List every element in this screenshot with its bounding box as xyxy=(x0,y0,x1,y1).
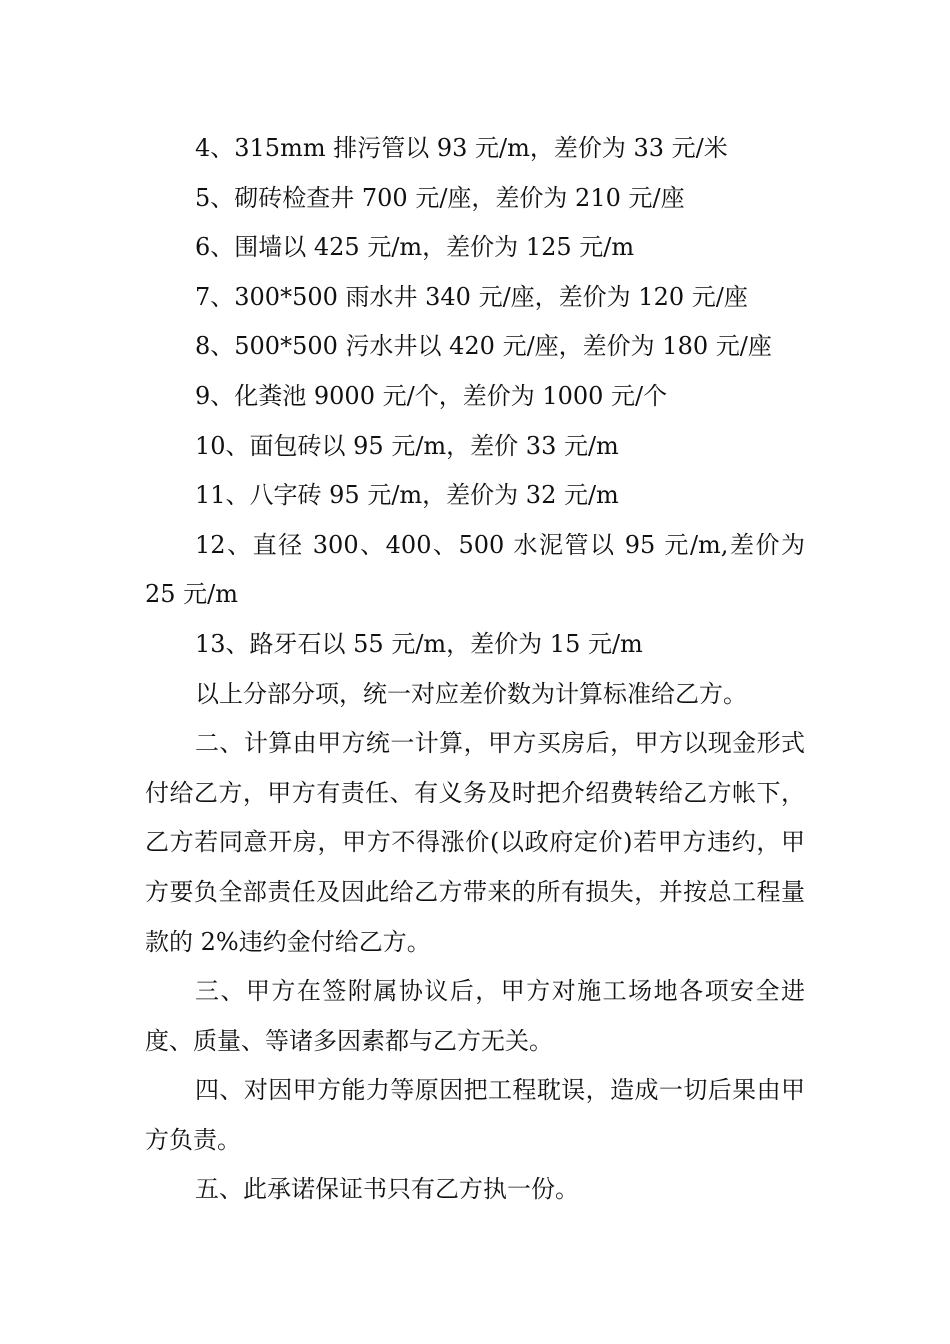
clause-five: 五、此承诺保证书只有乙方执一份。 xyxy=(195,1175,579,1204)
price-item-10: 10、面包砖以 95 元/m，差价 33 元/m xyxy=(195,431,619,460)
price-item-9: 9、化粪池 9000 元/个，差价为 1000 元/个 xyxy=(195,381,668,410)
document-body xyxy=(145,124,805,1215)
price-item-4: 4、315mm 排污管以 93 元/m，差价为 33 元/米 xyxy=(195,134,728,162)
price-item-7: 7、300*500 雨水井 340 元/座，差价为 120 元/座 xyxy=(195,282,748,311)
summary-line: 以上分部分项，统一对应差价数为计算标准给乙方。 xyxy=(195,679,747,708)
price-item-5: 5、砌砖检查井 700 元/座，差价为 210 元/座 xyxy=(195,183,685,212)
clause-two: 二、计算由甲方统一计算，甲方买房后，甲方以现金形式付给乙方，甲方有责任、有义务及时把介绍费转给乙方帐下，乙方若同意开房，甲方不得涨价(以政府定价)若甲方违约，甲方要负全部责任及因此给乙方带来的所有损失，并按总工程量款的 2%违约金付给乙方。 xyxy=(145,729,805,956)
clause-three: 三、甲方在签附属协议后，甲方对施工场地各项安全进度、质量、等诸多因素都与乙方无关。 xyxy=(145,977,805,1055)
price-item-12: 12、直径 300、400、500 水泥管以 95 元/m,差价为 25 元/m xyxy=(145,530,805,609)
price-item-13: 13、路牙石以 55 元/m，差价为 15 元/m xyxy=(195,629,643,658)
clause-four: 四、对因甲方能力等原因把工程耽误，造成一切后果由甲方负责。 xyxy=(145,1076,805,1154)
price-item-11: 11、八字砖 95 元/m，差价为 32 元/m xyxy=(195,481,619,510)
price-item-8: 8、500*500 污水井以 420 元/座，差价为 180 元/座 xyxy=(195,332,772,361)
price-item-6: 6、围墙以 425 元/m，差价为 125 元/m xyxy=(195,233,635,262)
